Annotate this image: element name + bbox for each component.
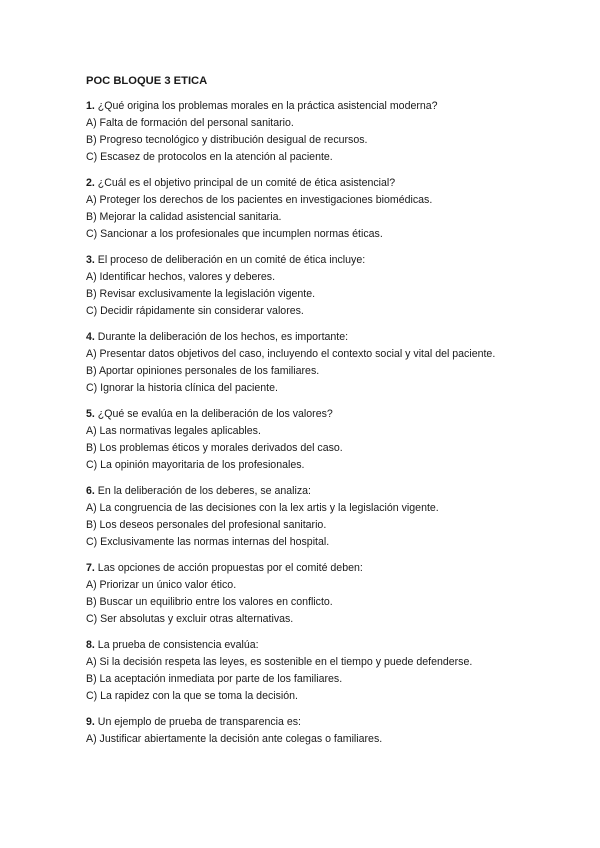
answer-option-c: C) Ser absolutas y excluir otras alternativas. xyxy=(86,613,294,625)
question-text: ¿Qué origina los problemas morales en la práctica asistencial moderna? xyxy=(97,100,438,112)
question-text: Un ejemplo de prueba de transparencia es: xyxy=(97,716,301,728)
question-number: 7. xyxy=(86,562,95,574)
question-text: En la deliberación de los deberes, se analiza: xyxy=(97,485,311,497)
answer-option-c: C) Ignorar la historia clínica del paciente. xyxy=(86,382,278,394)
answer-option-b: B) Mejorar la calidad asistencial sanitaria. xyxy=(86,211,282,223)
question-number: 8. xyxy=(86,639,95,651)
answer-option-a: A) Si la decisión respeta las leyes, es sostenible en el tiempo y puede defenderse. xyxy=(86,656,473,668)
answer-option-c: C) Escasez de protocolos en la atención al paciente. xyxy=(86,151,333,163)
document-title: POC BLOQUE 3 ETICA xyxy=(86,75,208,87)
question-text: ¿Cuál es el objetivo principal de un comité de ética asistencial? xyxy=(97,177,396,189)
answer-option-a: A) Justificar abiertamente la decisión ante colegas o familiares. xyxy=(86,733,383,745)
question-6 xyxy=(86,483,520,551)
question-7 xyxy=(86,560,520,628)
question-number: 5. xyxy=(86,408,95,420)
question-text: ¿Qué se evalúa en la deliberación de los valores? xyxy=(97,408,333,420)
answer-option-b: B) Los deseos personales del profesional sanitario. xyxy=(86,519,327,531)
question-number: 6. xyxy=(86,485,95,497)
answer-option-b: B) Progreso tecnológico y distribución desigual de recursos. xyxy=(86,134,368,146)
question-stem xyxy=(86,714,520,731)
question-1 xyxy=(86,98,520,166)
question-4 xyxy=(86,329,520,397)
question-stem xyxy=(86,406,520,423)
question-stem xyxy=(86,98,520,115)
question-stem xyxy=(86,637,520,654)
answer-option-c: C) Exclusivamente las normas internas del hospital. xyxy=(86,536,330,548)
question-number: 3. xyxy=(86,254,95,266)
question-stem xyxy=(86,329,520,346)
question-stem xyxy=(86,483,520,500)
question-stem xyxy=(86,560,520,577)
question-8 xyxy=(86,637,520,705)
answer-option-b: B) Los problemas éticos y morales derivados del caso. xyxy=(86,442,343,454)
question-2 xyxy=(86,175,520,243)
question-3 xyxy=(86,252,520,320)
question-text: La prueba de consistencia evalúa: xyxy=(97,639,259,651)
question-text: El proceso de deliberación en un comité de ética incluye: xyxy=(97,254,366,266)
answer-option-c: C) La rapidez con la que se toma la decisión. xyxy=(86,690,298,702)
answer-option-b: B) Aportar opiniones personales de los familiares. xyxy=(86,365,320,377)
answer-option-c: C) Decidir rápidamente sin considerar valores. xyxy=(86,305,304,317)
answer-option-b: B) La aceptación inmediata por parte de los familiares. xyxy=(86,673,343,685)
answer-option-a: A) Presentar datos objetivos del caso, incluyendo el contexto social y vital del paciente. xyxy=(86,348,496,360)
answer-option-a: A) Identificar hechos, valores y deberes. xyxy=(86,271,276,283)
answer-option-a: A) Proteger los derechos de los pacientes en investigaciones biomédicas. xyxy=(86,194,433,206)
question-number: 9. xyxy=(86,716,95,728)
answer-option-a: A) La congruencia de las decisiones con la lex artis y la legislación vigente. xyxy=(86,502,439,514)
question-number: 1. xyxy=(86,100,95,112)
question-5 xyxy=(86,406,520,474)
answer-option-b: B) Buscar un equilibrio entre los valores en conflicto. xyxy=(86,596,333,608)
question-number: 2. xyxy=(86,177,95,189)
question-list xyxy=(86,98,520,748)
answer-option-c: C) Sancionar a los profesionales que incumplen normas éticas. xyxy=(86,228,383,240)
question-text: Durante la deliberación de los hechos, es importante: xyxy=(97,331,349,343)
answer-option-c: C) La opinión mayoritaria de los profesionales. xyxy=(86,459,305,471)
answer-option-b: B) Revisar exclusivamente la legislación vigente. xyxy=(86,288,316,300)
question-stem xyxy=(86,252,520,269)
question-9 xyxy=(86,714,520,748)
answer-option-a: A) Las normativas legales aplicables. xyxy=(86,425,261,437)
question-stem xyxy=(86,175,520,192)
question-number: 4. xyxy=(86,331,95,343)
question-text: Las opciones de acción propuestas por el comité deben: xyxy=(97,562,363,574)
answer-option-a: A) Falta de formación del personal sanitario. xyxy=(86,117,294,129)
answer-option-a: A) Priorizar un único valor ético. xyxy=(86,579,237,591)
